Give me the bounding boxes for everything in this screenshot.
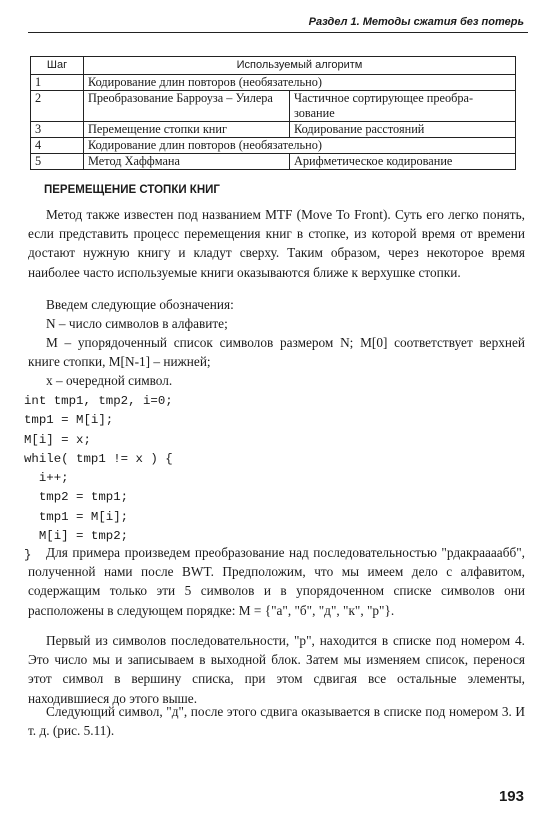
running-header-title: Раздел 1. Методы сжатия без потерь	[308, 16, 524, 28]
paragraph-first-symbol: Первый из символов последовательности, "р", находится в списке под номером 4. Это число мы и записываем в выходной блок. Затем мы изменяем список, перенося этот символ в вершину списка, при этом сдвигая все остальные элементы, находившиеся до этого выше.	[28, 633, 525, 706]
algorithm-table	[30, 56, 516, 170]
paragraph-intro: Метод также известен под названием MTF (Move To Front). Суть его легко понять, если представить процесс перемещения книг в стопке, из которой время от времени достают нужную книгу и кладут сверху. Таким образом, через некоторое время наиболее часто используемые книги оказываются ближе к верхушке стопки.	[28, 207, 525, 280]
running-header	[28, 10, 528, 33]
table-row	[31, 91, 516, 122]
table-header-step: Шаг	[31, 57, 84, 75]
table-cell-alternative: Частичное сортирующее преобра-зование	[290, 91, 516, 122]
table-row	[31, 138, 516, 154]
table-row	[31, 75, 516, 91]
table-header-algorithm: Используемый алгоритм	[84, 57, 516, 75]
table-cell-alternative: Арифметическое кодирование	[290, 154, 516, 170]
paragraph-next-symbol: Следующий символ, "д", после этого сдвига оказывается в списке под номером 3. И т. д. (рис. 5.11).	[28, 704, 525, 739]
table-cell-step: 2	[31, 91, 84, 122]
table-cell-step: 3	[31, 122, 84, 138]
code-listing: int tmp1, tmp2, i=0; tmp1 = M[i]; M[i] = x; while( tmp1 != x ) { i++; tmp2 = tmp1; tmp1 = M[i]; M[i] = tmp2; }	[24, 394, 173, 563]
table-cell-algorithm: Кодирование длин повторов (необязательно)	[84, 75, 516, 91]
definition-m: M – упорядоченный список символов размером N; M[0] соответствует верхней книге стопки, M[N-1] – нижней;	[28, 335, 525, 370]
table-cell-step: 5	[31, 154, 84, 170]
table-header-row	[31, 57, 516, 75]
table-cell-algorithm: Кодирование длин повторов (необязательно)	[84, 138, 516, 154]
section-title: ПЕРЕМЕЩЕНИЕ СТОПКИ КНИГ	[44, 184, 220, 196]
table-row	[31, 154, 516, 170]
paragraph-example: Для примера произведем преобразование над последовательностью "рдакраааабб", полученной нами после BWT. Предположим, что мы имеем дело с алфавитом, содержащим только эти 5 символов и в упорядоченном списке символов они расположены в следующем порядке: М = {"а", "б", "д", "к", "р"}.	[28, 545, 525, 618]
page-number: 193	[498, 788, 524, 805]
table-cell-algorithm: Преобразование Барроуза – Уилера	[84, 91, 290, 122]
table-cell-algorithm: Перемещение стопки книг	[84, 122, 290, 138]
table-cell-step: 1	[31, 75, 84, 91]
paragraph-notation: Введем следующие обозначения:	[46, 297, 234, 312]
table-cell-algorithm: Метод Хаффмана	[84, 154, 290, 170]
table-cell-step: 4	[31, 138, 84, 154]
definition-n: N – число символов в алфавите;	[46, 316, 228, 331]
definition-x: x – очередной символ.	[46, 373, 173, 388]
table-cell-alternative: Кодирование расстояний	[290, 122, 516, 138]
table-row	[31, 122, 516, 138]
